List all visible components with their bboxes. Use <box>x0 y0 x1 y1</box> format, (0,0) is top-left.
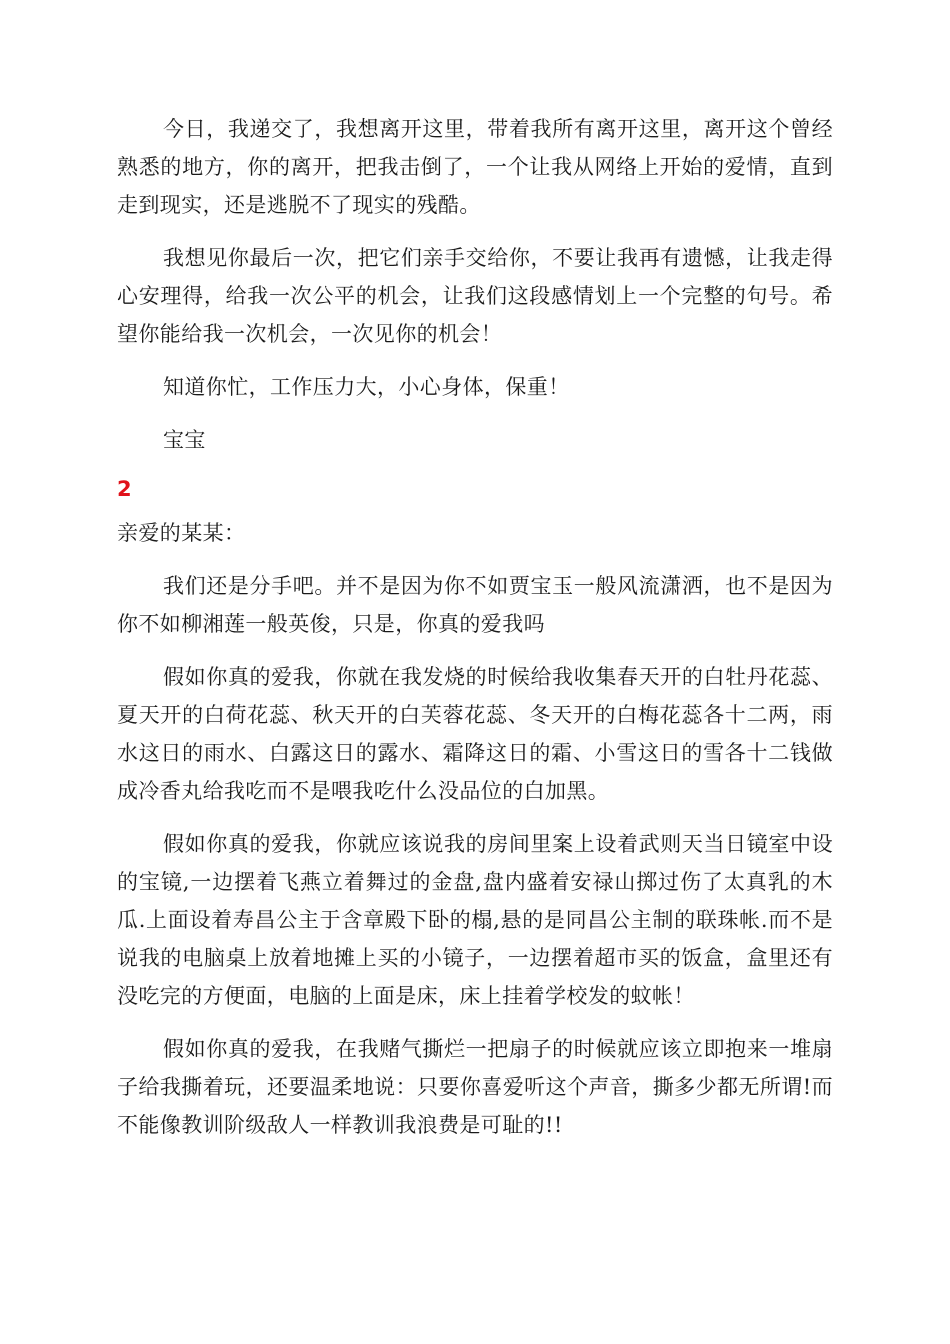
paragraph-break-up: 我们还是分手吧。并不是因为你不如贾宝玉一般风流潇洒，也不是因为你不如柳湘莲一般英俊，只是，你真的爱我吗 <box>117 574 833 636</box>
paragraph-last-meeting: 我想见你最后一次，把它们亲手交给你，不要让我再有遗憾，让我走得心安理得，给我一次公平的机会，让我们这段感情划上一个完整的句号。希望你能给我一次机会，一次见你的机会！ <box>117 246 833 346</box>
signature: 宝宝 <box>163 428 206 452</box>
document-page <box>117 110 833 1159</box>
paragraph-fans: 假如你真的爱我，在我赌气撕烂一把扇子的时候就应该立即抱来一堆扇子给我撕着玩，还要温柔地说：只要你喜爱听这个声音，撕多少都无所谓!而不能像教训阶级敌人一样教训我浪费是可耻的!! <box>117 1037 833 1137</box>
paragraph-leaving: 今日，我递交了，我想离开这里，带着我所有离开这里，离开这个曾经熟悉的地方，你的离开，把我击倒了，一个让我从网络上开始的爱情，直到走到现实，还是逃脱不了现实的残酷。 <box>117 117 833 217</box>
paragraph-room: 假如你真的爱我，你就应该说我的房间里案上设着武则天当日镜室中设的宝镜,一边摆着飞燕立着舞过的金盘,盘内盛着安禄山掷过伤了太真乳的木瓜.上面设着寿昌公主于含章殿下卧的榻,悬的是同昌公主制的联珠帐.而不是说我的电脑桌上放着地摊上买的小镜子，一边摆着超市买的饭盒，盒里还有没吃完的方便面，电脑的上面是床，床上挂着学校发的蚊帐！ <box>117 832 833 1008</box>
section-number: 2 <box>117 477 132 501</box>
salutation: 亲爱的某某： <box>117 521 246 545</box>
paragraph-take-care: 知道你忙，工作压力大，小心身体，保重！ <box>163 375 570 399</box>
paragraph-cold-fragrance-pill: 假如你真的爱我，你就在我发烧的时候给我收集春天开的白牡丹花蕊、夏天开的白荷花蕊、秋天开的白芙蓉花蕊、冬天开的白梅花蕊各十二两，雨水这日的雨水、白露这日的露水、霜降这日的霜、小雪这日的雪各十二钱做成冷香丸给我吃而不是喂我吃什么没品位的白加黑。 <box>117 665 833 803</box>
